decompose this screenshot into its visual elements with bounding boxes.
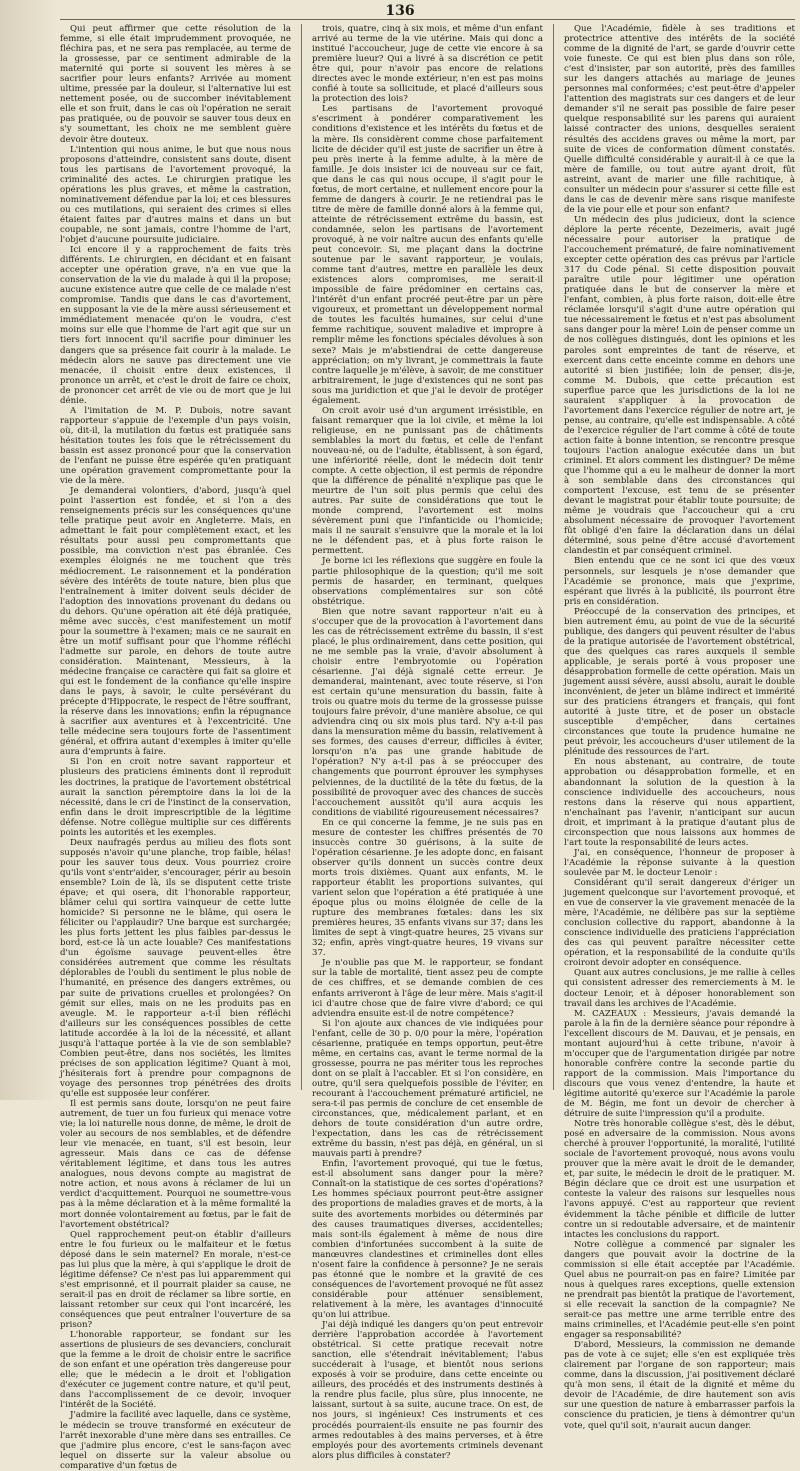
page-edge-shadow xyxy=(0,0,56,1100)
paragraph: Si l'on en croit notre savant rapporteur et plusieurs des praticiens éminents dont il reproduit les doctrines, la pratique de l'avortement obstétrical aurait la sanction péremptoire dans la loi de la nécessité, dans le cri de l'instinct de la conservation, enfin dans le droit imprescriptible de la légitime défense. Notre collègue multiplie sur ces différents points les autorités et les exemples. xyxy=(60,757,291,838)
column-2 xyxy=(312,24,543,1461)
column-1 xyxy=(60,24,291,1471)
paragraph: J'ai déjà indiqué les dangers qu'on peut entrevoir derrière l'approbation accordée à l'avortement obstétrical. Si cette pratique recevait notre sanction, elle s'étendrait inévitablement; l'abus succéderait à l'usage, et bientôt nous serions exposés à voir se produire, dans cette enceinte ou ailleurs, des procédés et des instruments destinés à la rendre plus facile, plus sûre, plus innocente, ne laissant, surtout à sa suite, aucune trace. On est, de nos jours, si ingénieux! Ces instruments et ces procédés pourraient-ils ensuite ne pas fournir des armes redoutables à des mains perverses, et à être employés pour des avortements criminels devenant alors plus difficiles à constater? xyxy=(312,1320,543,1461)
paragraph: L'honorable rapporteur, se fondant sur les assertions de plusieurs de ses devanciers, conclurait que la femme a le droit de choisir entre le sacrifice de son enfant et une opération très dangereuse pour elle; que le médecin a le droit et l'obligation d'exécuter ce jugement contre nature, et qu'il peut, dans l'accomplissement de ce devoir, invoquer l'intérêt de la Société. xyxy=(60,1330,291,1411)
paragraph: En ce qui concerne la femme, je ne suis pas en mesure de contester les chiffres présentés de 70 insuccès contre 30 guérisons, à la suite de l'opération césarienne. Je les adopte donc, en faisant observer qu'ils donnent un succès contre deux morts trois dixièmes. Quant aux enfants, M. le rapporteur établit les proportions suivantes, qui varient selon que l'opération a été pratiquée à une époque plus ou moins éloignée de celle de la rupture des membranes fœtales: dans les six premières heures, 35 enfants vivans sur 37; dans les limites de sept à vingt-quatre heures, 25 vivans sur 32; enfin, après vingt-quatre heures, 19 vivans sur 37. xyxy=(312,817,543,959)
paragraph: Je demanderai volontiers, d'abord, jusqu'à quel point l'assertion est fondée, et si l'on a des renseignements précis sur les conséquences qu'une telle pratique peut avoir en Angleterre. Mais, en admettant le fait pour complètement exact, et les résultats pour aussi peu compromettants que possible, ma conviction n'est pas ébranlée. Ces exemples éloignés ne me touchent que très médiocrement. Le raisonnement et la pondération sévère des intérêts de toute nature, bien plus que l'entraînement à imiter doivent seuls décider de l'adoption des innovations provenant du dedans ou du dehors. Qu'une opération ait été déjà pratiquée, même avec succès, c'est manifestement un motif pour la soumettre à l'examen; mais ce ne saurait en être un motif suffisant pour que l'homme réfléchi l'admette sur parole, en dehors de toute autre considération. Maintenant, Messieurs, à la médecine française ce caractère qui fait sa gloire et qui est le fondement de la confiance qu'elle inspire dans le pays, à savoir, le culte persévérant du précepte d'Hippocrate, le respect de l'être souffrant, la réserve dans les innovations; enfin la répugnance à sacrifier aux aventures et à l'excentricité. Une telle médecine sera toujours forte de l'assentiment général, et offrira autant d'exemples à imiter qu'elle aura d'emprunts à faire. xyxy=(60,486,291,758)
column-separator xyxy=(301,24,302,1090)
paragraph: Enfin, l'avortement provoqué, qui tue le fœtus, est-il absolument sans danger pour la mère? Connaît-on la statistique de ces sortes d'opérations? Les hommes spéciaux pourront peut-être assigner des proportions de maladies graves et de morts, à la suite des avortements morbides ou déterminés par des causes traumatiques diverses, accidentelles; mais sont-ils également à même de nous dire combien d'infortunées succombent à la suite de manœuvres clandestines et criminelles dont elles n'osent faire la confidence à personne? Je ne serais pas étonné que le nombre et la gravité de ces conséquences de l'avortement provoqué ne fût assez considérable pour atténuer sensiblement, relativement à la mère, les avantages d'innocuité qu'on lui attribue. xyxy=(312,1159,543,1320)
paragraph: Si l'on ajoute aux chances de vie indiquées pour l'enfant, celle de 30 p. 0/0 pour la mère, l'opération césarienne, pratiquée en temps opportun, peut-être même, en certains cas, avant le terme normal de la grossesse, pourra ne pas mériter tous les reproches dont on se plaît à l'accabler. Et si l'on considère, en outre, qu'il sera quelquefois possible de l'éviter, en recourant à l'accouchement prématuré artificiel, ne sera-t-il pas permis de conclure de cet ensemble de circonstances, que, médicalement parlant, et en dehors de toute considération d'un autre ordre, l'expectation, dans les cas de rétrécissement extrême du bassin, n'est pas déjà, en général, un si mauvais parti à prendre? xyxy=(312,1018,543,1160)
paragraph: Préoccupé de la conservation des principes, et bien autrement ému, au point de vue de la sécurité publique, des dangers qui peuvent résulter de l'abus de la pratique autorisée de l'avortement obstétrical, que des quelques cas rares auxquels il semble applicable, je serais porté à vous proposer une désapprobation formelle de cette opération. Mais un jugement aussi sévère, aussi absolu, aurait le double inconvénient, de jeter un blâme indirect et immérité sur des praticiens étrangers et français, qui font autorité à juste titre, et de poser un obstacle susceptible d'empêcher, dans certaines circonstances que toute la prudence humaine ne peut prévoir, les accoucheurs d'user utilement de la plénitude des ressources de l'art. xyxy=(564,606,795,758)
paragraph: J'ai, en conséquence, l'honneur de proposer à l'Académie la réponse suivante à la question soulevée par M. le docteur Lenoir : xyxy=(564,847,795,878)
paragraph: Ici encore il y a rapprochement de faits très différents. Le chirurgien, en décidant et en faisant accepter une opération grave, n'a en vue que la conservation de la vie du malade à qui il la propose; aucune existence autre que celle de ce malade n'est compromise. Tandis que dans le cas d'avortement, en supposant la vie de la mère aussi sérieusement et immédiatement menacée qu'on le voudra, c'est moins sur elle que l'homme de l'art agit que sur un tiers fort innocent qu'il sacrifie pour diminuer les dangers que sa présence fait courir à la malade. Le médecin alors ne sauve pas directement une vie menacée, il choisit entre deux existences, il prononce un arrêt, et c'est le droit de faire ce choix, de prononcer cet arrêt de vie ou de mort que je lui dénie. xyxy=(60,245,291,406)
paragraph: Bien que notre savant rapporteur n'ait eu à s'occuper que de la provocation à l'avortement dans les cas de rétrécissement extrême du bassin, il s'est placé, le plus ordinairement, dans cette position, qui ne me semble pas la vraie, d'avoir absolument à choisir entre l'embryotomie ou l'opération césarienne. J'ai déjà signalé cette erreur. Je demanderai, maintenant, avec toute réserve, si l'on est certain qu'une mensuration du bassin, faite à trois ou quatre mois du terme de la grossesse puisse toujours faire prévoir, d'une manière absolue, ce qui adviendra cinq ou six mois plus tard. N'y a-t-il pas dans la mensuration même du bassin, relativement à ses formes, des causes d'erreur, difficiles à éviter, lorsqu'on n'a pas une grande habitude de l'opération? N'y a-t-il pas à se préoccuper des changements que pourront éprouver les symphyses pelviennes, de la ductilité de la tête du fœtus, de la possibilité de provoquer avec des chances de succès l'accouchement aussitôt qu'il aura acquis les conditions de viabilité rigoureusement nécessaires? xyxy=(312,606,543,818)
page-header xyxy=(0,2,800,20)
column-separator xyxy=(553,24,554,1090)
paragraph: L'intention qui nous anime, le but que nous nous proposons d'atteindre, consistent sans doute, disent tous les partisans de l'avortement provoqué, la criminalité des actes. Le chirurgien pratique les opérations les plus graves, et même la castration, nominativement défendue par la loi; et ces blessures ou ces mutilations, qui seraient des crimes si elles étaient faites par d'autres mains et dans un but coupable, ne sont jamais, contre l'homme de l'art, l'objet d'aucune poursuite judiciaire. xyxy=(60,144,291,245)
paragraph: A l'imitation de M. P. Dubois, notre savant rapporteur s'appuie de l'exemple d'un pays voisin, où, dit-il, la mutilation du fœtus est pratiquée sans hésitation toutes les fois que le rétrécissement du bassin est assez prononcé pour que la conservation de l'enfant ne puisse être espérée qu'en pratiquant une opération gravement compromettante pour la vie de la mère. xyxy=(60,405,291,487)
paragraph: Les partisans de l'avortement provoqué s'escriment à pondérer comparativement les conditions d'existence et les intérêts du fœtus et de la mère. Ils considèrent comme chose parfaitement licite de décider qu'il est juste de sacrifier un être à peu près inerte à la femme adulte, à la mère de famille. Je dois insister ici de nouveau sur ce fait, que dans le cas qui nous occupe, il s'agit pour le fœtus, de mort certaine, et nullement encore pour la femme de dangers à courir. Je ne retiendrai pas le titre de mère de famille donné alors à la femme qui, atteinte de rétrécissement extrême du bassin, est condamnée, selon les partisans de l'avortement provoqué, à ne voir naître aucun des enfants qu'elle peut concevoir. Si, me plaçant dans la doctrine soutenue par le savant rapporteur, je voulais, comme tant d'autres, mettre en parallèle les deux existences alors compromises, me serait-il impossible de faire prédominer en certains cas, l'intérêt d'un enfant procréé peut-être par un père vigoureux, et promettant un développement normal de toutes les facultés humaines, sur celui d'une femme rachitique, souvent maladive et impropre à remplir même les fonctions spéciales dévolues à son sexe? Mais je m'abstiendrai de cette dangereuse appréciation; on m'y livrant, je commettrais la faute contre laquelle je m'élève, à savoir, de me constituer arbitrairement, le juge d'existences qui ne sont pas sous ma juridiction et que j'ai le devoir de protéger également. xyxy=(312,104,543,406)
paragraph: En nous abstenant, au contraire, de toute approbation ou désapprobation formelle, et en abandonnant la solution de la question à la conscience individuelle des accoucheurs, nous restons dans la réserve qui nous appartient, n'enchaînant pas l'avenir, n'anticipant sur aucun droit, et imprimant à la pratique d'autant plus de circonspection que nous laissons aux hommes de l'art toute la responsabilité de leurs actes. xyxy=(564,757,795,848)
paragraph: Il est permis sans doute, lorsqu'on ne peut faire autrement, de tuer un fou furieux qui menace votre vie; la loi naturelle nous donne, de même, le droit de voler au secours de nos semblables, et de défendre leur vie menacée, en tuant, s'il est besoin, leur agresseur. Mais dans ce cas de défense véritablement légitime, et dans tous les autres analogues, nous devons compte au magistrat de notre action, et nous avons à réclamer de lui un verdict d'acquittement. Pourquoi ne soumettre-vous pas à la même déclaration et à la même formalité la mort donnée volontairement au fœtus, par le fait de l'avortement obstétrical? xyxy=(60,1099,291,1230)
paragraph: Considérant qu'il serait dangereux d'ériger un jugement quelconque sur l'avortement provoqué, et en vue de conserver la vie gravement menacée de la mère, l'Académie, ne délibère pas sur la septième conclusion collective du rapport, abandonne à la conscience individuelle des praticiens l'appréciation des cas qui peuvent paraître nécessiter cette opération, et la responsabilité de la conduite qu'ils croiront devoir adopter en conséquence. xyxy=(564,877,795,969)
paragraph: Un médecin des plus judicieux, dont la science déplore la perte récente, Dezeimeris, avait jugé nécessaire pour autoriser la pratique de l'accouchement prématuré, de faire nominativement excepter cette opération des cas prévus par l'article 317 du Code pénal. Si cette disposition pouvait paraître utile pour légitimer une opération pratiquée dans le but de conserver la mère et l'enfant, combien, à plus forte raison, doit-elle être réclamée lorsqu'il s'agit d'une autre opération qui tue nécessairement le fœtus et n'est pas absolument sans danger pour la mère! Loin de penser comme un de nos collègues distingués, dont les opinions et les paroles sont empreintes de tant de réserve, et exercent dans cette enceinte comme en dehors une autorité si bien justifiée; loin de penser, dis-je, comme M. Dubois, que cette précaution est superflue parce que les jurisdictions de la loi ne sauraient s'appliquer à la provocation de l'avortement dans l'exercice régulier de notre art, je pense, au contraire, qu'elle est indispensable. A côté de l'exercice régulier de l'art comme à côté de toute action faite à bonne intention, se rencontre presque toujours l'action analogue exécutée dans un but criminel. Et alors comment les distinguer? De même que l'homme qui a eu le malheur de donner la mort à son semblable dans des circonstances qui comportent l'excuse, est tenu de se présenter devant le magistrat pour établir toute poursuite; de même je voudrais que l'accoucheur qui a cru absolument nécessaire de provoquer l'avortement fût obligé d'en faire la déclaration dans un délai déterminé, sous peine d'être accusé d'avortement clandestin et par conséquent criminel. xyxy=(564,214,795,557)
paragraph: Deux naufragés perdus au milieu des flots sont supposés n'avoir qu'une planche, trop faible, hélas! pour les sauver tous deux. Vous pourriez croire qu'ils vont s'entr'aider, s'encourager, périr au besoin ensemble? Loin de là, ils se disputent cette triste épave; et qui osera, dit l'honorable rapporteur, blâmer celui qui sortira vainqueur de cette lutte homicide? Si personne ne le blâme, qui osera le féliciter ou l'applaudir? Une barque est surchargée; les plus forts jettent les plus faibles par-dessus le bord, est-ce là un acte louable? Ces manifestations d'un égoïsme sauvage peuvent-elles être considérées autrement que comme les résultats déplorables de l'oubli du sentiment le plus noble de l'humanité, en présence des dangers extrêmes, ou par suite de privations cruelles et prolongées? On gémit sur elles, mais on ne les produits pas en aveugle. M. le rapporteur a-t-il bien réfléchi d'ailleurs sur les conséquences possibles de cette latitude accordée à la loi de la nécessité, et allant jusqu'à l'attaque portée à la vie de son semblable? Combien peut-être, dans nos sociétés, les limites précises de son application légitime? Quant à moi, j'hésiterais fort à prendre pour compagnons de voyage des personnes trop pénétrées des droits qu'elle est supposée leur conférer. xyxy=(60,837,291,1099)
paragraph: Je n'oublie pas que M. le rapporteur, se fondant sur la table de mortalité, tient assez peu de compte de ces chiffres, et se demande combien de ces enfants arriveront à l'âge de leur mère. Mais s'agit-il ici d'autre chose que de faire vivre d'abord; ce qui adviendra ensuite est-il de notre compétence? xyxy=(312,958,543,1019)
paragraph: Bien entendu que ce ne sont ici que des vœux personnels, sur lesquels je n'ose demander que l'Académie se prononce, mais que j'exprime, espérant que livrés à la publicité, ils pourront être pris en considération. xyxy=(564,556,795,607)
paragraph: Quel rapprochement peut-on établir d'ailleurs entre le fou furieux ou le malfaiteur et le fœtus déposé dans le sein maternel? En morale, n'est-ce pas lui plus que la mère, à qui s'applique le droit de légitime défense? Ce n'est pas lui apparemment qui s'est emprisonné, et il pourrait plaider sa cause, ne serait-il pas en droit de réclamer sa libre sortie, en laissant retomber sur ceux qui l'ont incarcéré, les conséquences que peut entraîner l'ouverture de sa prison? xyxy=(60,1229,291,1331)
paragraph: Qui peut affirmer que cette résolution de la femme, si elle était imprudemment provoquée, ne fléchira pas, et ne sera pas remplacée, au terme de la grossesse, par ce sentiment admirable de la maternité qui porte si souvent les mères à se sacrifier pour leurs enfants? Arrivée au moment ultime, pressée par la douleur, si l'alternative lui est nettement posée, ou de succomber inévitablement elle et son fruit, dans le cas où l'opération ne serait pas pratiquée, ou de pouvoir se sauver tous deux en s'y soumettant, les choix ne me semblent guère devoir être douteux. xyxy=(60,24,291,145)
paragraph: M. CAZEAUX : Messieurs, j'avais demandé la parole à la fin de la dernière séance pour répondre à l'excellent discours de M. Dauvau, et je pensais, en montant aujourd'hui à cette tribune, n'avoir à m'occuper que de l'argumentation dirigée par notre honorable confrère contre la seconde partie du rapport de la commission. Mais l'importance du discours que vous venez d'entendre, la haute et légitime autorité qu'exerce sur l'Académie la parole de M. Bégin, me font un devoir de chercher à détruire de suite l'impression qu'il a produite. xyxy=(564,1008,795,1120)
paragraph: Je borne ici les réflexions que suggère en foule la partie philosophique de la question; qu'il me soit permis de hasarder, en terminant, quelques observations complémentaires sur son côté obstétrique. xyxy=(312,556,543,607)
header-rule xyxy=(60,19,795,20)
page-number: 136 xyxy=(385,3,415,19)
paragraph: Notre très honorable collègue s'est, dès le début, posé en adversaire de la commission. Nous avons cherché à prouver l'opportunité, la moralité, l'utilité sociale de l'avortement provoqué, nous avons voulu prouver que la mère avait le droit de le demander, et, par suite, le médecin le droit de le pratiquer. M. Bégin déclare que ce droit est une usurpation et conteste la valeur des raisons sur lesquelles nous l'avons appuyé. C'est au rapporteur que revient évidemment la tâche pénible et difficile de lutter contre un si redoutable adversaire, et de maintenir intactes les conclusions du rapport. xyxy=(564,1119,795,1240)
text-columns xyxy=(60,24,795,1471)
paragraph: J'admire la facilité avec laquelle, dans ce système, le médecin se trouve transformé en exécuteur de l'arrêt inexorable d'une mère dans ses entrailles. Ce que j'admire plus encore, c'est le sans-façon avec lequel on disserte sur la valeur absolue ou comparative d'un fœtus de xyxy=(60,1410,291,1471)
paragraph: Quant aux autres conclusions, je me rallie à celles qui consistent adresser des remerciements à M. le docteur Lenoir, et à déposer honorablement son travail dans les archives de l'Académie. xyxy=(564,968,795,1009)
paragraph: On croit avoir usé d'un argument irrésistible, en faisant remarquer que la loi civile, et même la loi religieuse, en ne punissant pas de châtiments semblables la mort du fœtus, et celle de l'enfant nouveau-né, ou de l'adulte, établissent, à son égard, une infériorité réelle, dont le médecin doit tenir compte. A cette objection, il est permis de répondre que la différence de pénalité n'explique pas que le meurtre de l'un soit plus permis que celui des autres. Par suite de considérations que tout le monde comprend, l'avortement est moins sévèrement puni que l'infanticide ou l'homicide; mais il ne saurait s'ensuivre que la morale et la loi ne le défendent pas, et à plus forte raison le permettent. xyxy=(312,405,543,557)
paragraph: Notre collègue a commencé par signaler les dangers que pouvait avoir la doctrine de la commission si elle était acceptée par l'Académie. Quel abus ne pourrait-on pas en faire? Limitée par nous à quelques rares exceptions, quelle extension ne prendrait pas bientôt la pratique de l'avortement, si elle recevait la sanction de la compagnie? Ne serait-ce pas mettre une arme terrible entre des mains criminelles, et l'Académie peut-elle s'en point engager sa responsabilité? xyxy=(564,1239,795,1341)
paragraph: D'abord, Messieurs, la commission ne demande pas de vote à ce sujet; elle s'en est expliquée très clairement par l'organe de son rapporteur; mais comme, dans la discussion, j'ai positivement déclaré qu'à mon sens, il était de la dignité et même du devoir de l'Académie, de dire hautement son avis sur une question de nature à embarrasser parfois la conscience du praticien, je tiens à démontrer qu'un vote, quel qu'il soit, n'aurait aucun danger. xyxy=(564,1340,795,1431)
column-3 xyxy=(564,24,795,1431)
paragraph: Que l'Académie, fidèle à ses traditions et protectrice attentive des intérêts de la société comme de la dignité de l'art, se garde d'ouvrir cette voie funeste. Ce qui est bien plus dans son rôle, c'est d'insister, par son autorité, près des familles sur les dangers attachés au mariage de jeunes personnes mal conformées; c'est peut-être d'appeler l'attention des magistrats sur ces dangers et de leur demander s'il ne serait pas possible de faire peser quelque responsabilité sur les parens qui auraient laissé contracter des unions, desquelles seraient résultés des accidens graves ou même la mort, par suite de vices de conformation dûment constatés. Quelle difficulté considérable y aurait-il à ce que la mère de famille, ou tout autre ayant droit, fût astreint, avant de marier une fille rachitique, à consulter un médecin pour s'assurer si cette fille est dans le cas de devenir mère sans risque manifeste de la vie pour elle et pour son enfant? xyxy=(564,24,795,215)
paragraph: trois, quatre, cinq à six mois, et même d'un enfant arrivé au terme de la vie utérine. Mais qui donc a institué l'accoucheur, juge de cette vie encore à sa première lueur? Qui a livré à sa discrétion ce petit être qui, pour n'avoir pas encore de relations directes avec le monde extérieur, n'en est pas moins confié à toute sa sollicitude, et placé d'ailleurs sous la protection des lois? xyxy=(312,24,543,105)
